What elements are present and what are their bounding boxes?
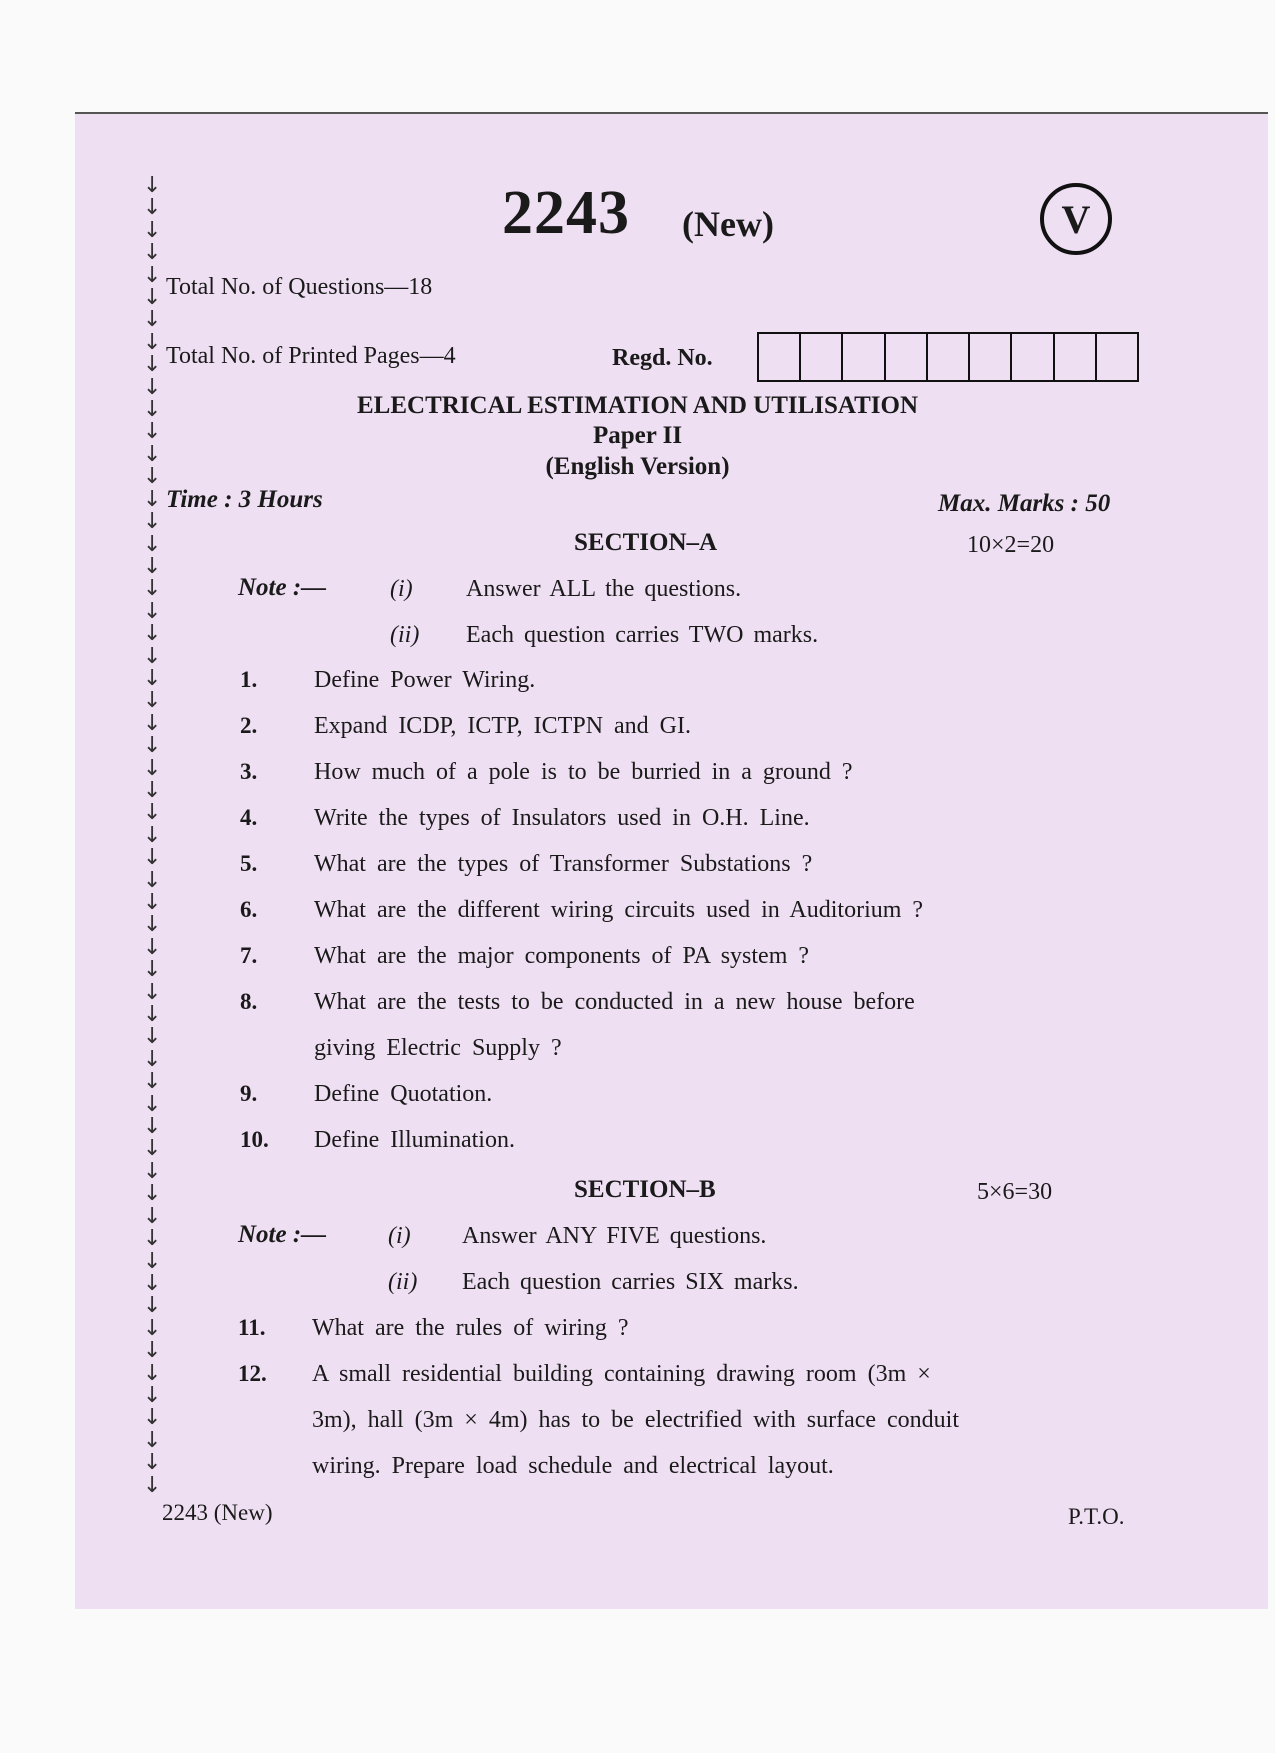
regd-digit-box[interactable]: [928, 334, 970, 380]
max-marks: Max. Marks : 50: [938, 490, 1111, 517]
subject-title: ELECTRICAL ESTIMATION AND UTILISATION: [356, 392, 919, 419]
section-a-title: SECTION–A: [574, 529, 718, 556]
question-text: A small residential building containing drawing room (3m ×: [312, 1361, 931, 1387]
set-badge: V: [1040, 183, 1112, 255]
question-text: How much of a pole is to be burried in a ground ?: [314, 759, 853, 785]
regd-digit-box[interactable]: [886, 334, 928, 380]
section-a-marks: 10×2=20: [967, 532, 1055, 558]
question-number: 6.: [240, 897, 258, 922]
exam-time: Time : 3 Hours: [166, 486, 323, 513]
regd-digit-box[interactable]: [1055, 334, 1097, 380]
question-text-continued: giving Electric Supply ?: [314, 1035, 562, 1061]
footer-code: 2243 (New): [162, 1500, 273, 1525]
question-text: What are the types of Transformer Substations ?: [314, 851, 813, 877]
regd-digit-box[interactable]: [1097, 334, 1137, 380]
arrow-margin-column: ↓ ↓ ↓ ↓ ↓ ↓ ↓ ↓ ↓ ↓ ↓ ↓ ↓ ↓ ↓ ↓ ↓ ↓ ↓ ↓ ↓ ↓ ↓ ↓ ↓ ↓ ↓ ↓ ↓ ↓ ↓ ↓ ↓ ↓ ↓ ↓ ↓ ↓ ↓ ↓ ↓ ↓ ↓ ↓ ↓ ↓ ↓ ↓ ↓ ↓ ↓ ↓ ↓ ↓ ↓ ↓ ↓ ↓ ↓: [143, 175, 162, 1495]
section-b-note-text: Answer ANY FIVE questions.: [462, 1223, 767, 1249]
question-text: Define Illumination.: [314, 1127, 515, 1153]
question-number: 9.: [240, 1081, 258, 1106]
regd-digit-box[interactable]: [1012, 334, 1054, 380]
section-a-note-label: Note :—: [238, 574, 327, 601]
total-pages: Total No. of Printed Pages—4: [166, 343, 456, 369]
question-number: 11.: [238, 1315, 266, 1340]
version-title: (English Version): [545, 453, 730, 480]
question-text-continued: wiring. Prepare load schedule and electrical layout.: [312, 1453, 834, 1479]
question-number: 1.: [240, 667, 258, 692]
section-b-marks: 5×6=30: [977, 1179, 1053, 1205]
question-text: What are the major components of PA system ?: [314, 943, 810, 969]
regd-number-boxes[interactable]: [757, 332, 1139, 382]
section-b-note-text: Each question carries SIX marks.: [462, 1269, 799, 1295]
question-text: Write the types of Insulators used in O.H. Line.: [314, 805, 810, 831]
question-number: 7.: [240, 943, 258, 968]
regd-label: Regd. No.: [612, 345, 713, 371]
regd-digit-box[interactable]: [801, 334, 843, 380]
footer-pto: P.T.O.: [1068, 1504, 1125, 1529]
question-text: What are the different wiring circuits used in Auditorium ?: [314, 897, 924, 923]
section-b-note-num: (ii): [388, 1269, 418, 1295]
question-number: 8.: [240, 989, 258, 1014]
question-number: 12.: [238, 1361, 267, 1386]
section-a-note-text: Answer ALL the questions.: [466, 576, 742, 602]
question-text-continued: 3m), hall (3m × 4m) has to be electrified with surface conduit: [312, 1407, 960, 1433]
regd-digit-box[interactable]: [843, 334, 885, 380]
section-b-note-num: (i): [388, 1223, 411, 1249]
paper-code: 2243: [502, 179, 630, 247]
question-number: 5.: [240, 851, 258, 876]
question-number: 2.: [240, 713, 258, 738]
section-a-note-text: Each question carries TWO marks.: [466, 622, 819, 648]
question-text: What are the rules of wiring ?: [312, 1315, 629, 1341]
regd-digit-box[interactable]: [759, 334, 801, 380]
version-tag: (New): [682, 204, 774, 244]
question-text: Expand ICDP, ICTP, ICTPN and GI.: [314, 713, 691, 739]
question-text: Define Power Wiring.: [314, 667, 536, 693]
section-a-note-num: (i): [390, 576, 413, 602]
question-number: 10.: [240, 1127, 269, 1152]
question-text: What are the tests to be conducted in a new house before: [314, 989, 915, 1015]
section-a-note-num: (ii): [390, 622, 420, 648]
regd-digit-box[interactable]: [970, 334, 1012, 380]
question-number: 4.: [240, 805, 258, 830]
section-b-note-label: Note :—: [238, 1221, 327, 1248]
question-number: 3.: [240, 759, 258, 784]
question-text: Define Quotation.: [314, 1081, 493, 1107]
total-questions: Total No. of Questions—18: [166, 274, 433, 300]
section-b-title: SECTION–B: [574, 1176, 716, 1203]
paper-title: Paper II: [592, 422, 683, 449]
